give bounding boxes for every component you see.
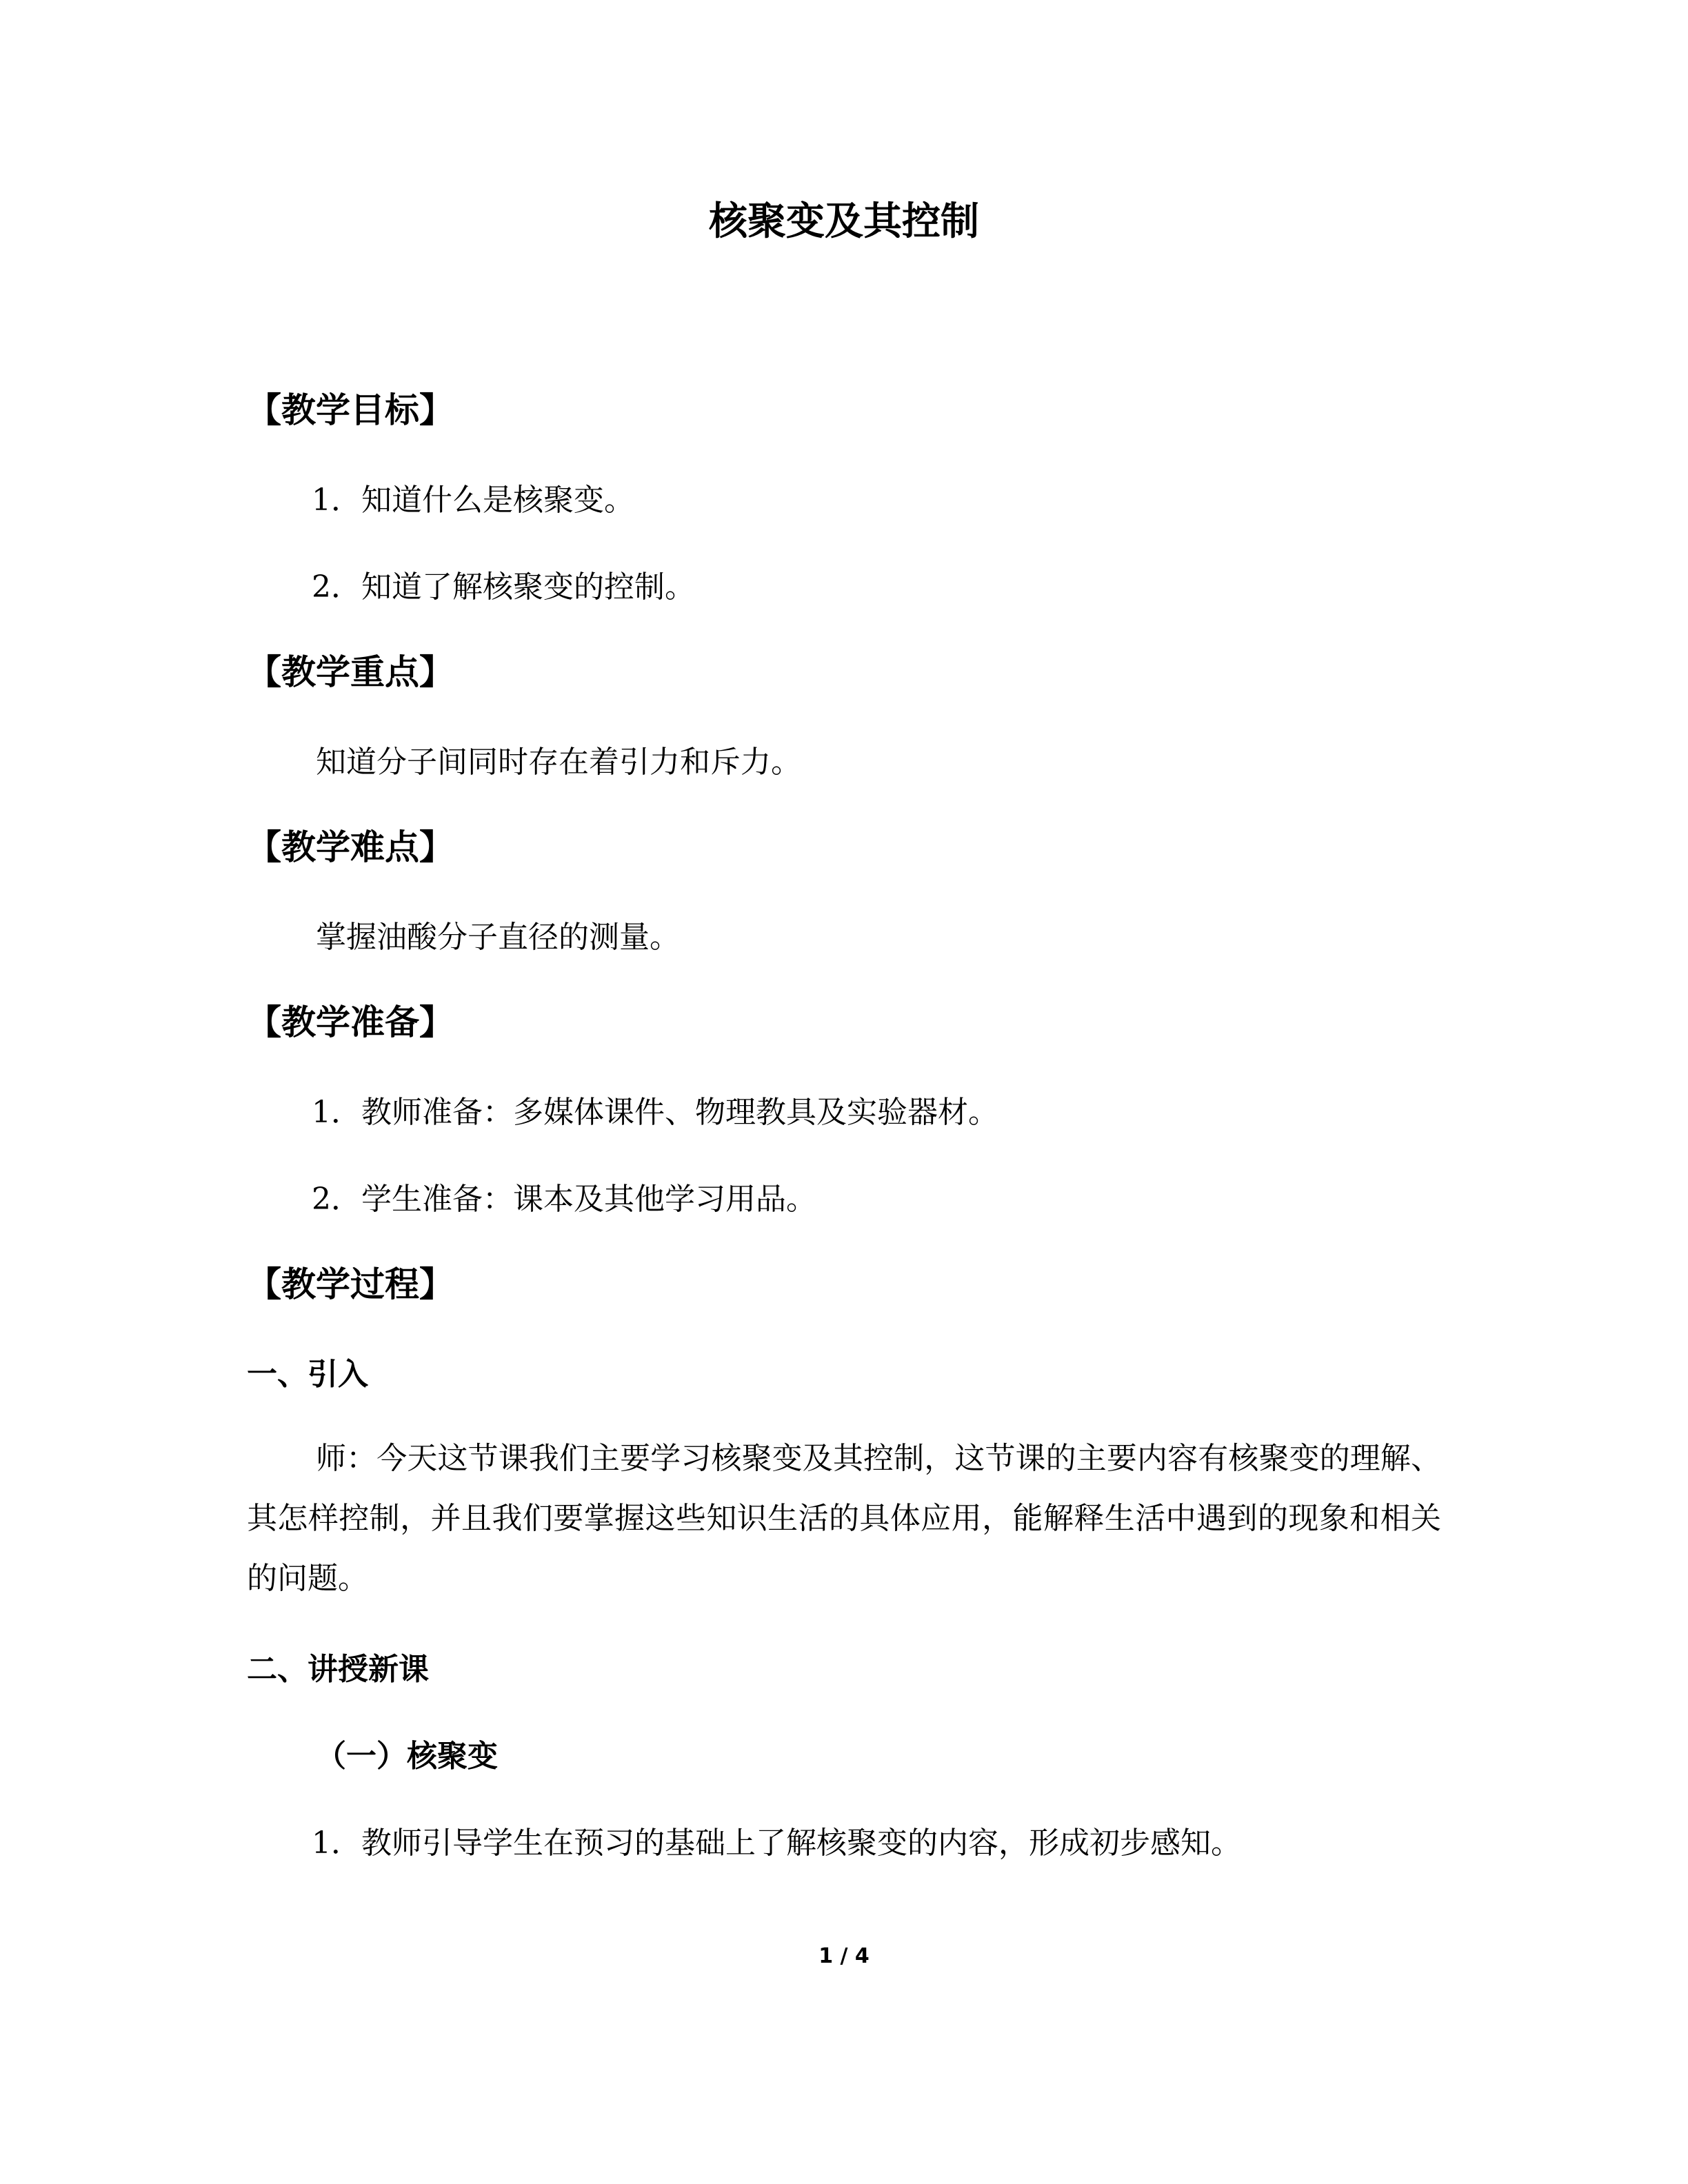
heading-objectives: 【教学目标】 [247, 390, 454, 430]
page-number: 1 / 4 [818, 1944, 870, 1968]
heading-preparation: 【教学准备】 [247, 1002, 454, 1042]
difficulties-text: 掌握油酸分子直径的测量。 [316, 920, 680, 955]
preparation-item-1: 1．教师准备：多媒体课件、物理教具及实验器材。 [312, 1095, 998, 1130]
heading-key-points: 【教学重点】 [247, 652, 454, 692]
objective-item-2: 2．知道了解核聚变的控制。 [312, 569, 695, 605]
new-lesson-heading: 二、讲授新课 [247, 1652, 429, 1687]
heading-process: 【教学过程】 [247, 1264, 454, 1304]
step-1-text: 1．教师引导学生在预习的基础上了解核聚变的内容，形成初步感知。 [312, 1826, 1241, 1861]
intro-heading: 一、引入 [247, 1357, 368, 1392]
key-points-text: 知道分子间同时存在着引力和斥力。 [316, 745, 801, 780]
heading-difficulties: 【教学难点】 [247, 827, 454, 867]
page-title: 核聚变及其控制 [709, 199, 979, 244]
sub-heading-fusion: （一）核聚变 [316, 1739, 498, 1774]
preparation-item-2: 2．学生准备：课本及其他学习用品。 [312, 1182, 816, 1217]
objective-item-1: 1．知道什么是核聚变。 [312, 483, 634, 518]
intro-paragraph: 师：今天这节课我们主要学习核聚变及其控制，这节课的主要内容有核聚变的理解、其怎样控制，并且我们要掌握这些知识生活的具体应用，能解释生活中遇到的现象和相关的问题。 [247, 1441, 1441, 1596]
